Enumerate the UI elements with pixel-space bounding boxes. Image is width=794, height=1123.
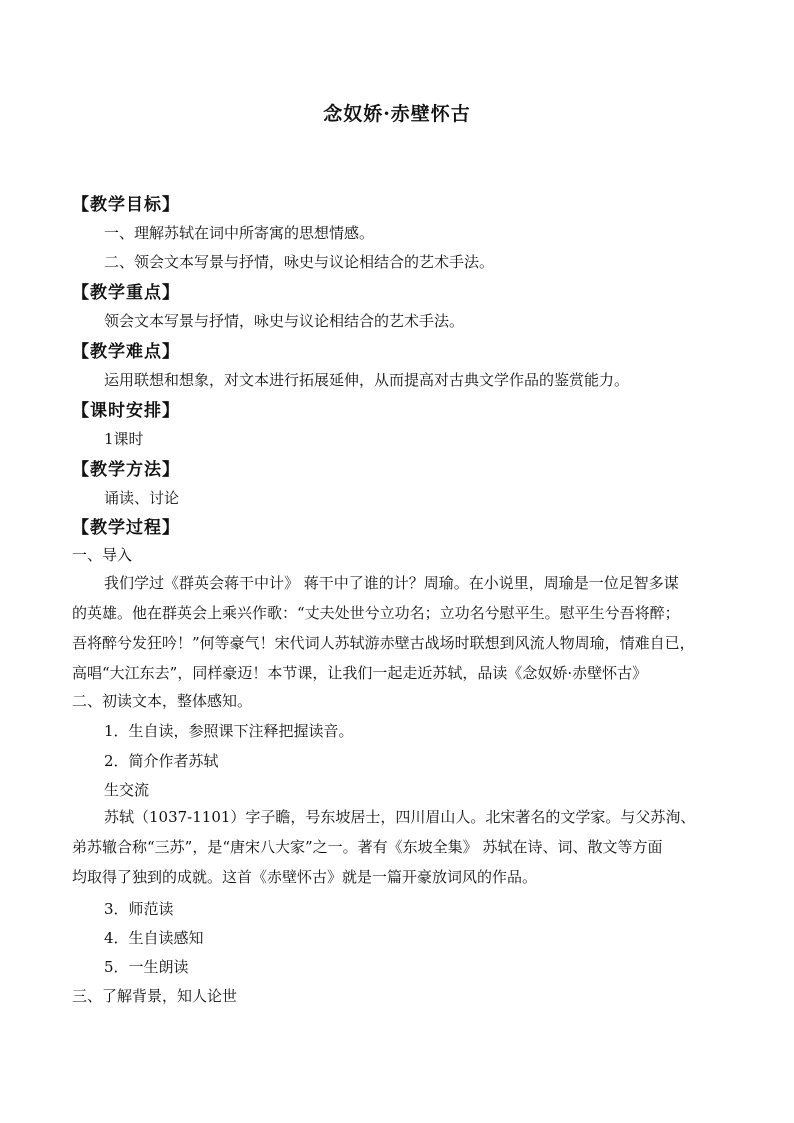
heading-difficulties: 【教学难点】 [72, 342, 180, 362]
difficulties-text: 运用联想和想象，对文本进行拓展延伸，从而提高对古典文学作品的鉴赏能力。 [104, 371, 630, 389]
schedule-text: 1课时 [104, 430, 144, 448]
bio-paragraph [72, 806, 722, 896]
sub-item-3: 3．师范读 [104, 900, 174, 918]
methods-text: 诵读、讨论 [104, 489, 180, 507]
bio-line: 弟苏辙合称“三苏”，是“唐宋八大家”之一。著有《东坡全集》 苏轼在诗、词、散文等方面 [72, 838, 663, 856]
intro-line: 的英雄。他在群英会上乘兴作歌：“丈夫处世兮立功名；立功名兮慰平生。慰平生兮吾将醉； [72, 604, 680, 622]
step3-title: 三、了解背景，知人论世 [72, 987, 238, 1005]
sub-item-5: 5．一生朗读 [104, 958, 189, 976]
heading-methods: 【教学方法】 [72, 460, 180, 480]
bio-line: 均取得了独到的成就。这首《赤壁怀古》就是一篇开豪放词风的作品。 [72, 868, 538, 886]
intro-line: 高唱“大江东去”，同样豪迈！本节课，让我们一起走近苏轼，品读《念奴娇·赤壁怀古》 [72, 664, 648, 682]
heading-key-points: 【教学重点】 [72, 283, 180, 303]
step1-title: 一、导入 [72, 546, 133, 564]
document-title: 念奴娇·赤壁怀古 [323, 103, 471, 125]
sub-item-2: 2．简介作者苏轼 [104, 752, 219, 770]
exchange-text: 生交流 [104, 781, 150, 799]
objective-item-1: 一、理解苏轼在词中所寄寓的思想情感。 [104, 224, 375, 242]
sub-item-4: 4．生自读感知 [104, 929, 204, 947]
sub-item-1: 1．生自读，参照课下注释把握读音。 [104, 722, 354, 740]
heading-objectives: 【教学目标】 [72, 195, 180, 215]
objective-item-2: 二、领会文本写景与抒情，咏史与议论相结合的艺术手法。 [104, 253, 495, 271]
heading-schedule: 【课时安排】 [72, 401, 180, 421]
intro-line: 我们学过《群英会蒋干中计》 蒋干中了谁的计？周瑜。在小说里，周瑜是一位足智多谋 [104, 574, 679, 592]
key-points-text: 领会文本写景与抒情，咏史与议论相结合的艺术手法。 [104, 312, 465, 330]
bio-line: 苏轼（1037-1101）字子瞻，号东坡居士，四川眉山人。北宋著名的文学家。与父苏洵、 [104, 808, 696, 826]
heading-process: 【教学过程】 [72, 518, 180, 538]
intro-paragraph [72, 572, 722, 692]
intro-line: 吾将醉兮发狂吟！”何等豪气！宋代词人苏轼游赤壁古战场时联想到风流人物周瑜，情难自已， [72, 634, 695, 652]
step2-title: 二、初读文本，整体感知。 [72, 692, 253, 710]
